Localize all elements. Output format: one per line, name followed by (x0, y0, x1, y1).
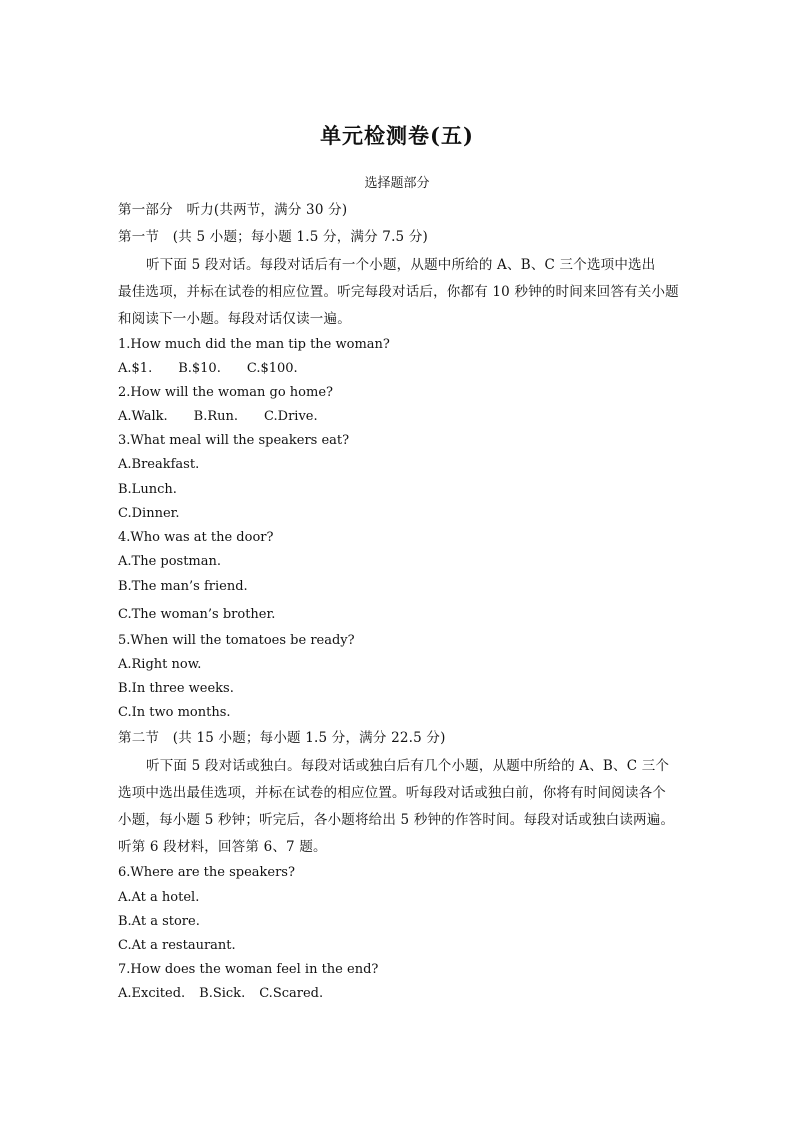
section2-heading: 第二节 (共 15 小题；每小题 1.5 分，满分 22.5 分) (118, 730, 446, 746)
part1-heading: 第一部分 听力(共两节，满分 30 分) (118, 202, 348, 218)
question-7: 7.How does the woman feel in the end? (118, 962, 379, 977)
option-b: B.The man’s friend. (118, 579, 248, 594)
option-a: A.Breakfast. (118, 457, 200, 472)
section2-instruction-line: 选项中选出最佳选项，并标在试卷的相应位置。听每段对话或独白前，你将有时间阅读各个 (118, 785, 666, 801)
section-subtitle: 选择题部分 (364, 176, 430, 191)
section1-heading: 第一节 (共 5 小题；每小题 1.5 分，满分 7.5 分) (118, 229, 429, 245)
section1-instruction-line: 听下面 5 段对话。每段对话后有一个小题，从题中所给的 A、B、C 三个选项中选出 (146, 257, 656, 273)
option-c: C.The woman’s brother. (118, 607, 276, 622)
question-1: 1.How much did the man tip the woman? (118, 337, 390, 352)
question-5: 5.When will the tomatoes be ready? (118, 633, 355, 648)
option-a: A.At a hotel. (118, 890, 200, 905)
option-c: C.At a restaurant. (118, 938, 236, 953)
question-4: 4.Who was at the door? (118, 530, 274, 545)
question-2-options (118, 409, 344, 425)
option-b: B.Sick. (199, 986, 246, 1001)
question-7-options (118, 986, 349, 1002)
material-note: 听第 6 段材料，回答第 6、7 题。 (118, 839, 327, 855)
option-c: C.$100. (246, 361, 298, 376)
option-c: C.In two months. (118, 705, 231, 720)
option-c: C.Dinner. (118, 506, 180, 521)
page-title: 单元检测卷(五) (320, 123, 474, 148)
option-a: A.Excited. (118, 986, 186, 1001)
question-6: 6.Where are the speakers? (118, 865, 295, 880)
option-b: B.Lunch. (118, 482, 177, 497)
option-a: A.Walk. (118, 409, 168, 424)
option-a: A.$1. (118, 361, 153, 376)
option-b: B.Run. (193, 409, 239, 424)
option-c: C.Drive. (264, 409, 318, 424)
question-2: 2.How will the woman go home? (118, 385, 333, 400)
section2-instruction-line: 小题，每小题 5 秒钟；听完后，各小题将给出 5 秒钟的作答时间。每段对话或独白读两遍。 (118, 812, 675, 828)
option-a: A.Right now. (118, 657, 202, 672)
option-b: B.$10. (178, 361, 221, 376)
question-1-options (118, 361, 324, 377)
section2-instruction-line: 听下面 5 段对话或独白。每段对话或独白后有几个小题，从题中所给的 A、B、C 三个 (146, 758, 670, 774)
option-c: C.Scared. (259, 986, 324, 1001)
question-3: 3.What meal will the speakers eat? (118, 433, 350, 448)
section1-instruction-line: 最佳选项，并标在试卷的相应位置。听完每段对话后，你都有 10 秒钟的时间来回答有关小题 (118, 284, 679, 300)
option-a: A.The postman. (118, 554, 222, 569)
option-b: B.In three weeks. (118, 681, 234, 696)
section1-instruction-line: 和阅读下一小题。每段对话仅读一遍。 (118, 311, 351, 327)
option-b: B.At a store. (118, 914, 200, 929)
